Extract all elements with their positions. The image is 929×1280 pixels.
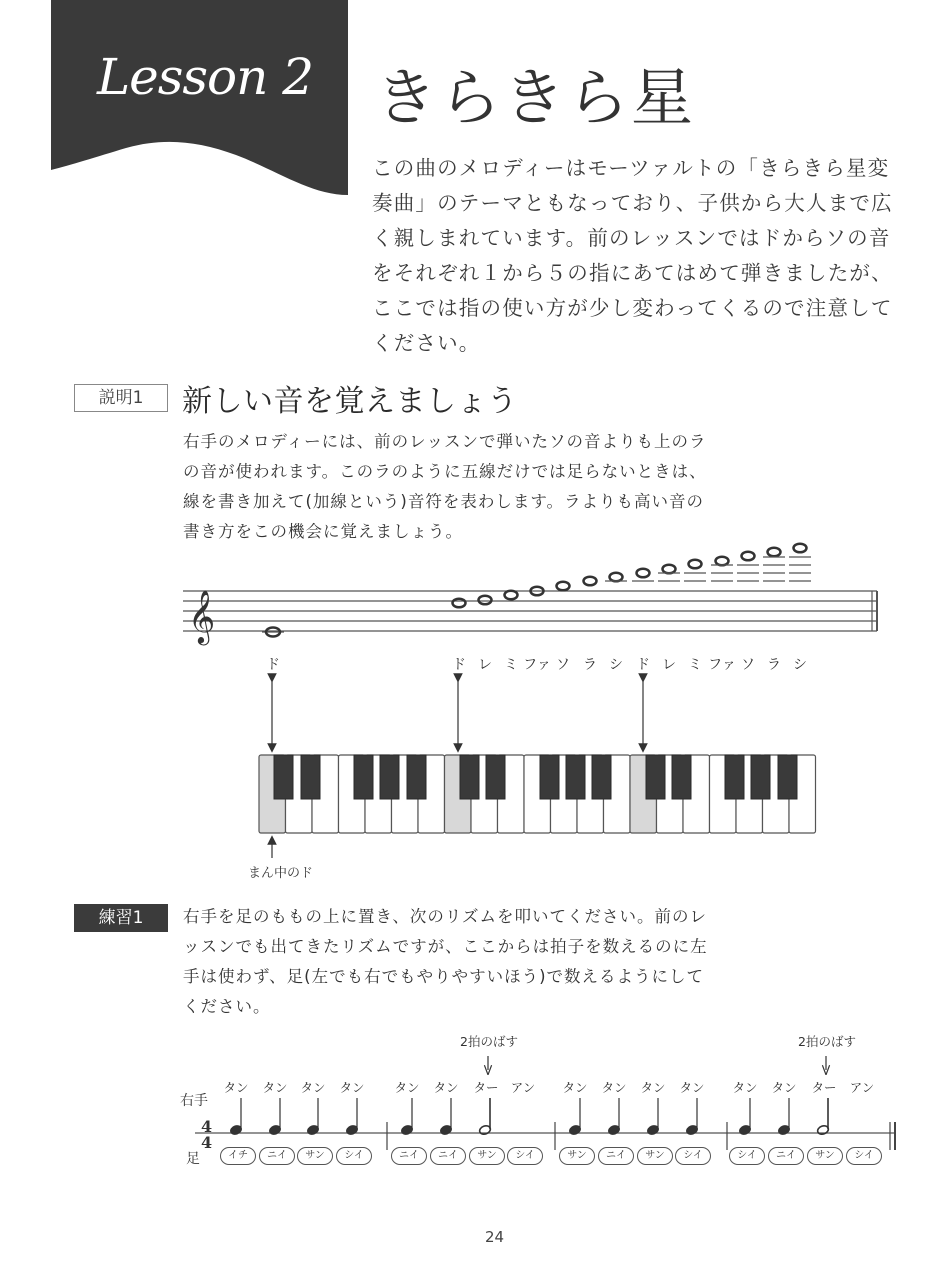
body-line: 線を書き加えて(加線という)音符を表わします。ラよりも高い音の xyxy=(183,492,705,511)
intro-line: く親しまれています。前のレッスンではドからソの音 xyxy=(372,226,891,250)
note-name: ミ xyxy=(504,657,518,673)
body-line: ください。 xyxy=(183,997,271,1016)
note-name: ファ xyxy=(523,657,551,673)
rhythm-syllable: タン xyxy=(339,1080,365,1095)
rhythm-syllable: タン xyxy=(601,1080,627,1095)
note-name: レ xyxy=(478,657,492,673)
foot-count: サン xyxy=(807,1147,843,1165)
foot-count: ニイ xyxy=(391,1147,427,1165)
hold-note-label: 2拍のばす xyxy=(798,1034,856,1049)
rhythm-syllable: アン xyxy=(849,1080,875,1095)
intro-line: 奏曲」のテーマともなっており、子供から大人まで広 xyxy=(372,191,893,215)
foot-count: ニイ xyxy=(430,1147,466,1165)
treble-clef-icon: 𝄞 xyxy=(188,589,216,643)
rhythm-syllable: タン xyxy=(433,1080,459,1095)
rhythm-syllable: ター xyxy=(473,1080,499,1095)
note-name: ファ xyxy=(708,657,736,673)
foot-count: シイ xyxy=(846,1147,882,1165)
section-title: 新しい音を覚えましょう xyxy=(182,384,518,419)
note-name: ラ xyxy=(583,657,597,673)
foot-count: ニイ xyxy=(598,1147,634,1165)
note-name: ド xyxy=(452,657,466,673)
rhythm-syllable: アン xyxy=(510,1080,536,1095)
quarter-notes xyxy=(229,1098,790,1136)
svg-text:4: 4 xyxy=(201,1117,213,1136)
foot-count: ニイ xyxy=(259,1147,295,1165)
foot-count: イチ xyxy=(220,1147,256,1165)
page-number: 24 xyxy=(485,1228,505,1246)
rhythm-syllable: タン xyxy=(262,1080,288,1095)
rhythm-syllable: タン xyxy=(640,1080,666,1095)
intro-line: ください。 xyxy=(372,331,481,355)
note-name: ソ xyxy=(741,657,755,673)
ledger-lines xyxy=(605,557,811,581)
piano-keyboard xyxy=(0,670,929,870)
double-arrow-icon xyxy=(272,678,643,748)
body-line: 右手のメロディーには、前のレッスンで弾いたソの音よりも上のラ xyxy=(183,432,707,451)
note-name: ソ xyxy=(556,657,570,673)
whole-note-middle-c xyxy=(262,628,284,637)
body-line: の音が使われます。このラのように五線だけでは足らないときは、 xyxy=(183,462,707,481)
note-name: シ xyxy=(609,657,623,673)
foot-count: サン xyxy=(559,1147,595,1165)
song-title: きらきら星 xyxy=(375,61,696,134)
body-line: 手は使わず、足(左でも右でもやりやすいほう)で数えるようにして xyxy=(183,967,705,986)
note-name: ド xyxy=(266,657,280,673)
foot-count: シイ xyxy=(729,1147,765,1165)
whole-notes-scale xyxy=(453,544,807,608)
foot-count: ニイ xyxy=(768,1147,804,1165)
section-tag-explanation: 説明1 xyxy=(74,384,168,412)
right-hand-label: 右手 xyxy=(180,1093,208,1109)
svg-text:4: 4 xyxy=(201,1133,213,1152)
middle-c-label: まん中のド xyxy=(248,866,314,881)
note-name: ド xyxy=(636,657,650,673)
foot-count: サン xyxy=(469,1147,505,1165)
foot-count: サン xyxy=(637,1147,673,1165)
rhythm-syllable: タン xyxy=(562,1080,588,1095)
section-tag-exercise: 練習1 xyxy=(74,904,168,932)
rhythm-syllable: ター xyxy=(811,1080,837,1095)
body-line: 書き方をこの機会に覚えましょう。 xyxy=(183,522,463,541)
rhythm-syllable: タン xyxy=(300,1080,326,1095)
rhythm-syllable: タン xyxy=(679,1080,705,1095)
intro-line: をそれぞれ１から５の指にあてはめて弾きましたが、 xyxy=(372,261,893,285)
foot-count: シイ xyxy=(507,1147,543,1165)
foot-count: サン xyxy=(297,1147,333,1165)
note-name: シ xyxy=(793,657,807,673)
foot-label: 足 xyxy=(186,1151,200,1167)
body-line: 右手を足のももの上に置き、次のリズムを叩いてください。前のレ xyxy=(183,907,708,926)
rhythm-syllable: タン xyxy=(732,1080,758,1095)
rhythm-syllable: タン xyxy=(771,1080,797,1095)
note-name: ミ xyxy=(688,657,702,673)
intro-line: この曲のメロディーはモーツァルトの「きらきら星変 xyxy=(372,156,890,180)
lesson-label: Lesson 2 xyxy=(96,48,314,106)
rhythm-syllable: タン xyxy=(394,1080,420,1095)
foot-count: シイ xyxy=(336,1147,372,1165)
hold-note-label: 2拍のばす xyxy=(460,1034,518,1049)
note-name: レ xyxy=(662,657,676,673)
intro-line: ここでは指の使い方が少し変わってくるので注意して xyxy=(372,296,893,320)
body-line: ッスンでも出てきたリズムですが、ここからは拍子を数えるのに左 xyxy=(183,937,708,956)
foot-count: シイ xyxy=(675,1147,711,1165)
rhythm-syllable: タン xyxy=(223,1080,249,1095)
note-name: ラ xyxy=(767,657,781,673)
